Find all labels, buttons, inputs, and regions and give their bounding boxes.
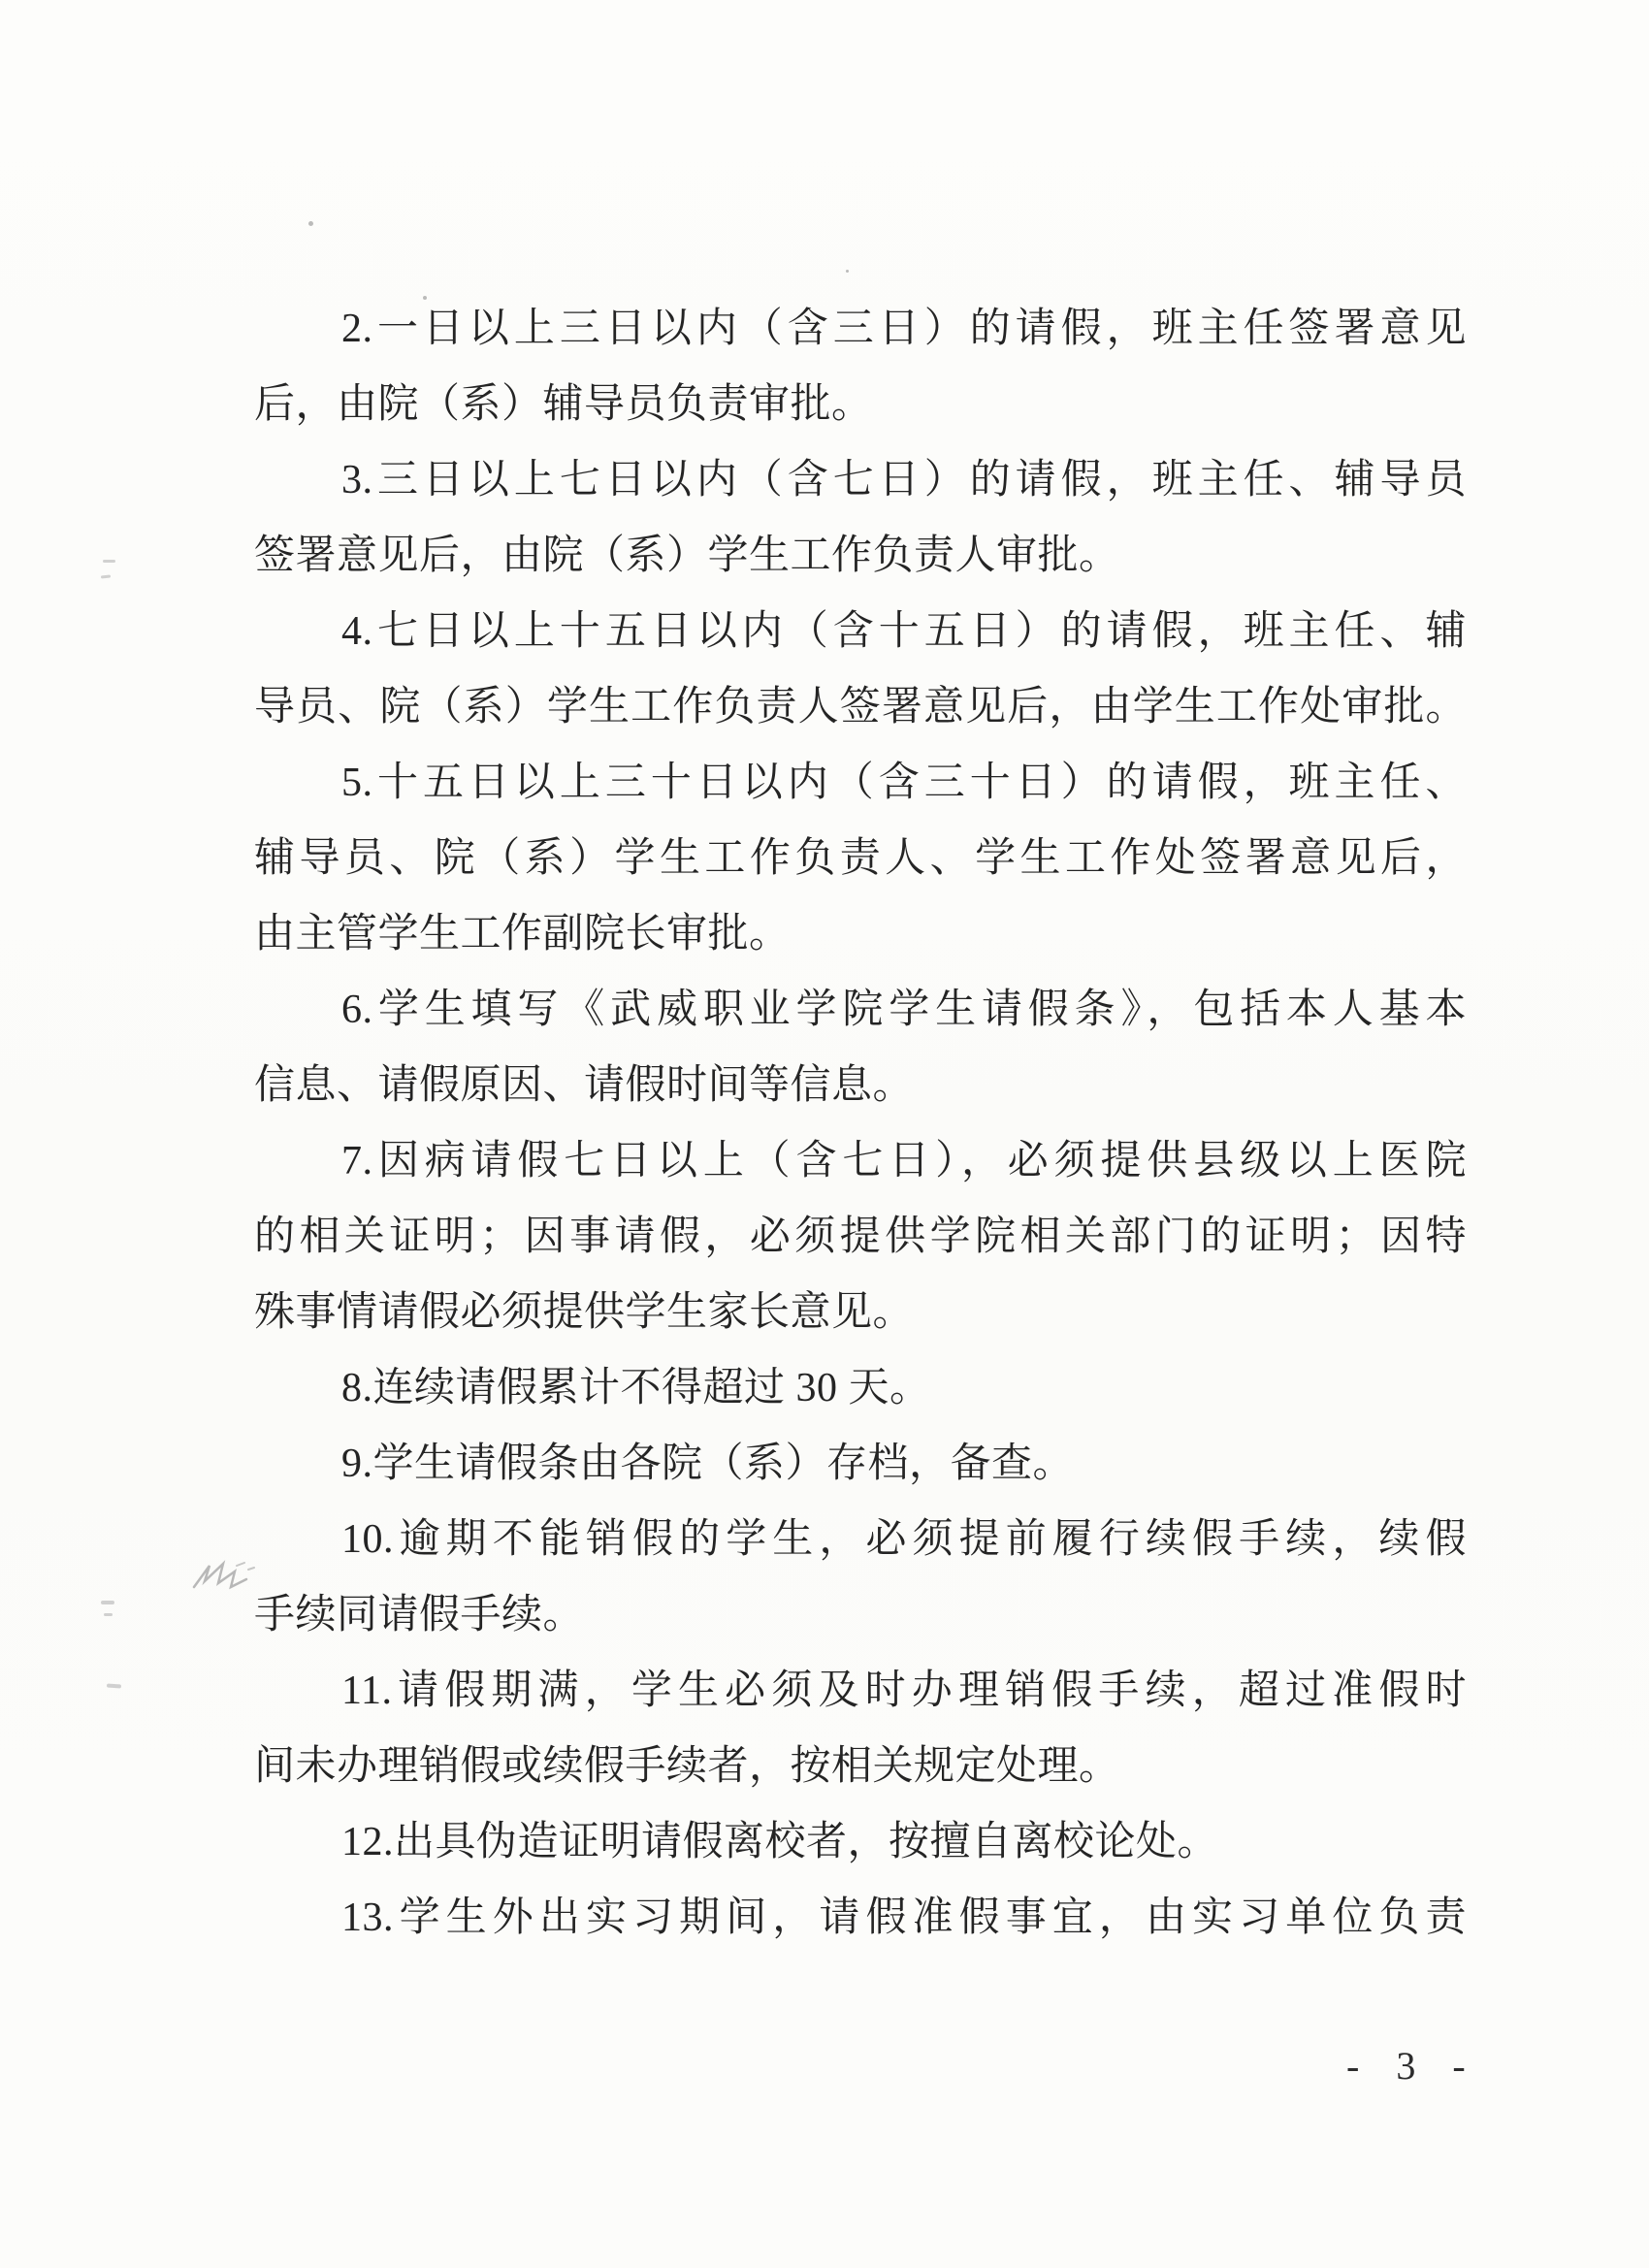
page-number: - 3 - [1346, 2044, 1479, 2088]
rule-item-4 [254, 594, 1467, 745]
text-line: 的相关证明；因事请假，必须提供学院相关部门的证明；因特 [254, 1215, 1467, 1259]
text-line: 后，由院（系）辅导员负责审批。 [254, 382, 873, 427]
scan-mark-artifact [103, 560, 115, 563]
text-line: 13.学生外出实习期间，请假准假事宜，由实习单位负责 [341, 1895, 1467, 1940]
text-line: 12.出具伪造证明请假离校者，按擅自离校论处。 [341, 1820, 1219, 1864]
text-line: 间未办理销假或续假手续者，按相关规定处理。 [254, 1744, 1120, 1789]
text-line: 2.一日以上三日以内（含三日）的请假，班主任签署意见 [341, 307, 1467, 351]
text-line: 签署意见后，由院（系）学生工作负责人审批。 [254, 534, 1120, 578]
document-body [254, 291, 1467, 1956]
text-line: 7.因病请假七日以上（含七日），必须提供县级以上医院 [341, 1139, 1467, 1183]
rule-item-3 [254, 442, 1467, 594]
text-line: 3.三日以上七日以内（含七日）的请假，班主任、辅导员 [341, 458, 1467, 502]
text-line: 8.连续请假累计不得超过 30 天。 [341, 1366, 931, 1410]
pencil-scribble-artifact [190, 1554, 260, 1608]
rule-item-9 [254, 1426, 1467, 1502]
text-line: 6.学生填写《武威职业学院学生请假条》，包括本人基本 [341, 988, 1467, 1032]
text-line: 辅导员、院（系）学生工作负责人、学生工作处签署意见后， [254, 836, 1467, 881]
text-line: 11.请假期满，学生必须及时办理销假手续，超过准假时 [341, 1669, 1467, 1713]
rule-item-11 [254, 1653, 1467, 1804]
text-line: 4.七日以上十五日以内（含十五日）的请假，班主任、辅 [341, 609, 1467, 654]
text-line: 手续同请假手续。 [254, 1593, 585, 1637]
scan-mark-artifact [101, 574, 111, 578]
text-line: 导员、院（系）学生工作负责人签署意见后，由学生工作处审批。 [254, 685, 1467, 729]
rule-item-2 [254, 291, 1467, 442]
scan-speck-artifact [846, 270, 849, 273]
text-line: 信息、请假原因、请假时间等信息。 [254, 1063, 915, 1108]
rule-item-12 [254, 1804, 1467, 1880]
scan-speck-artifact [308, 221, 313, 226]
rule-item-10 [254, 1502, 1467, 1653]
text-line: 殊事情请假必须提供学生家长意见。 [254, 1290, 915, 1335]
text-line: 5.十五日以上三十日以内（含三十日）的请假，班主任、 [341, 761, 1467, 805]
scan-mark-artifact [107, 1683, 121, 1688]
text-line: 由主管学生工作副院长审批。 [254, 912, 791, 956]
text-line: 10.逾期不能销假的学生，必须提前履行续假手续，续假 [341, 1517, 1467, 1562]
scan-mark-artifact [101, 1601, 114, 1604]
rule-item-7 [254, 1123, 1467, 1350]
text-line: 9.学生请假条由各院（系）存档，备查。 [341, 1442, 1075, 1486]
rule-item-5 [254, 745, 1467, 972]
rule-item-8 [254, 1350, 1467, 1426]
scan-mark-artifact [104, 1613, 113, 1616]
rule-item-6 [254, 972, 1467, 1123]
rule-item-13 [254, 1880, 1467, 1956]
